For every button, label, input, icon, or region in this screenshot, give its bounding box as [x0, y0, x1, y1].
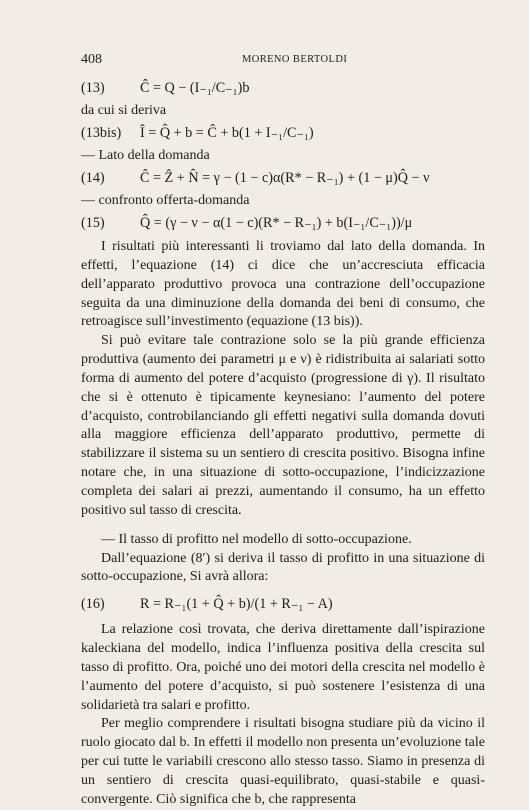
text-da-cui-si-deriva: da cui si deriva: [81, 103, 167, 118]
equation-formula: R = R₋₁(1 + Q̂ + b)/(1 + R₋₁ − A): [140, 595, 333, 612]
equation-15: [81, 211, 485, 235]
equation-13: [81, 76, 485, 100]
paragraph-4: La relazione così trovata, che deriva direttamente dall’ispirazione kaleckiana del modello, indica l’influenza positiva della crescita sul tasso di profitto. Ora, poiché uno dei motori della crescita nel modello è l’aumento del potere d’acquisto, si può sostenere l’esistenza di una solidarietà tra salari e profitto.: [81, 622, 485, 713]
equation-formula: Q̂ = (γ − ν − α(1 − c)(R* − R₋₁) + b(I₋₁/C₋₁))/μ: [140, 214, 413, 231]
page-number: 408: [81, 52, 102, 67]
paragraph-3: Dall’equazione (8′) si deriva il tasso di profitto in una situazione di sotto-occupazione, Si avrà allora:: [81, 550, 485, 585]
section-lato-domanda: — Lato della domanda: [81, 148, 210, 163]
equation-label: (15): [81, 214, 105, 231]
paragraph-5: Per meglio comprendere i risultati bisogna studiare più da vicino il ruolo giocato dal b. In effetti il modello non presenta un’evoluzione tale per cui tutte le variabili crescono allo stesso tasso. Siamo in presenza di un sentiero di crescita quasi-equilibrato, quasi-stabile e quasi-convergente. Ciò significa che b, che rappresenta: [81, 716, 485, 807]
equation-label: (16): [81, 595, 105, 612]
section-tasso-profitto: — Il tasso di profitto nel modello di sotto-occupazione.: [101, 531, 412, 547]
equation-14: [81, 166, 485, 190]
page-header: [81, 52, 485, 70]
paragraph-1: I risultati più interessanti li troviamo dal lato della domanda. In effetti, l’equazione (14) ci dice che un’accresciuta efficacia dell’apparato produttivo provoca una contrazione dell’occupazione seguita da una diminuzione della domanda dei beni di consumo, che retroagisce sull’investimento (equazione (13 bis)).: [81, 239, 485, 330]
equation-13bis: [81, 121, 485, 145]
section-confronto: — confronto offerta-domanda: [81, 193, 250, 208]
running-head-author: MORENO BERTOLDI: [242, 54, 348, 65]
page-body: [81, 76, 485, 810]
equation-formula: Î = Q̂ + b = Ĉ + b(1 + I₋₁/C₋₁): [140, 124, 314, 141]
equation-label: (14): [81, 169, 105, 186]
equation-label: (13): [81, 79, 105, 96]
equation-formula: Ĉ = Ẑ + N̂ = γ − (1 − c)α(R* − R₋₁) + (1 − μ)Q̂ − ν: [140, 169, 430, 186]
paragraph-2: Si può evitare tale contrazione solo se la più grande efficienza produttiva (aumento dei parametri μ e ν) è ridistribuita ai salariati sotto forma di aumento del potere d’acquisto (progressione di γ). Il risultato che si è ottenuto è tipicamente keynesiano: l’aumento del potere d’acquisto, controbilanciando gli effetti negativi sulla domanda dovuti alla maggiore efficienza dell’apparato produttivo, permette di stabilizzare il sistema su un sentiero di crescita positivo. Bisogna infine notare che, in una situazione di sotto-occupazione, l’indicizzazione completa dei salari ai prezzi, aumentando il consumo, ha un effetto positivo sul tasso di crescita.: [81, 333, 485, 518]
equation-16: [81, 592, 485, 616]
equation-formula: Ĉ = Q − (I₋₁/C₋₁)b: [140, 79, 250, 96]
equation-label: (13bis): [81, 124, 122, 141]
